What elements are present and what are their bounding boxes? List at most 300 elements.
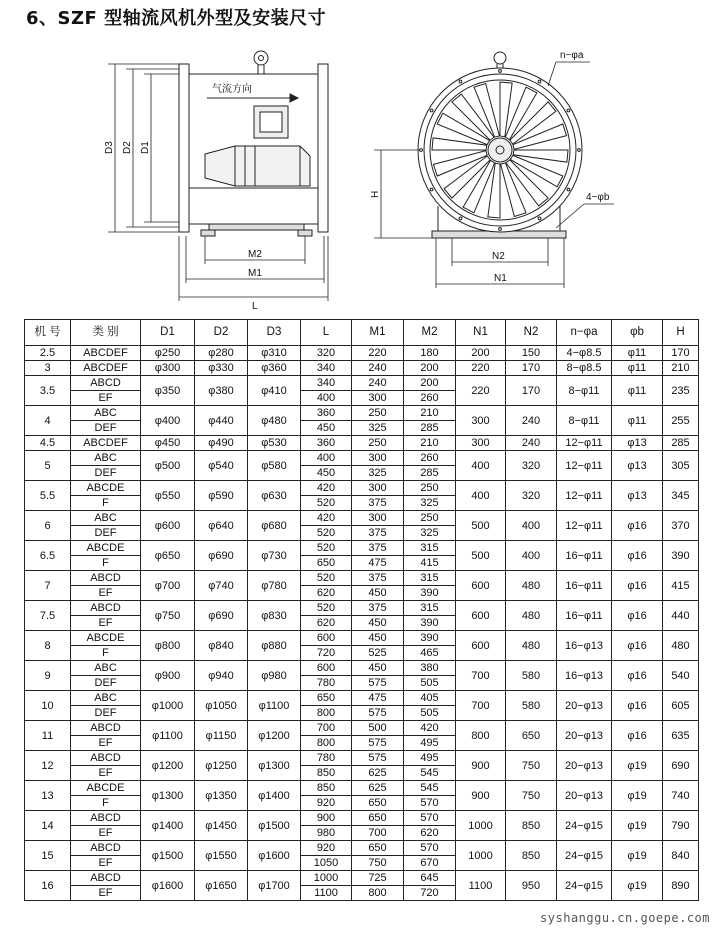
cell-m1: 325 <box>352 466 404 481</box>
column-header: M1 <box>352 320 404 346</box>
cell-d1: φ300 <box>141 361 195 376</box>
cell-phi-b: φ16 <box>612 691 663 721</box>
cell-m1: 300 <box>352 511 404 526</box>
cell-phi-b: φ16 <box>612 541 663 571</box>
cell-phi-b: φ11 <box>612 406 663 436</box>
h-label: H <box>370 190 381 198</box>
cell-m2: 420 <box>404 721 456 736</box>
cell-d3: φ1100 <box>248 691 301 721</box>
cell-category: EF <box>71 766 141 781</box>
cell-m1: 575 <box>352 736 404 751</box>
cell-n2: 580 <box>506 661 557 691</box>
cell-d2: φ690 <box>195 541 248 571</box>
cell-d2: φ380 <box>195 376 248 406</box>
cell-l: 720 <box>301 646 352 661</box>
table-row <box>25 511 699 526</box>
cell-m1: 700 <box>352 826 404 841</box>
cell-l: 650 <box>301 691 352 706</box>
cell-phi-b: φ13 <box>612 436 663 451</box>
cell-category: DEF <box>71 706 141 721</box>
four-phi-b-label: 4−φb <box>586 192 610 203</box>
cell-d1: φ1300 <box>141 781 195 811</box>
cell-n2: 750 <box>506 781 557 811</box>
cell-l: 800 <box>301 706 352 721</box>
cell-n2: 750 <box>506 751 557 781</box>
cell-m2: 315 <box>404 541 456 556</box>
cell-phi-b: φ19 <box>612 811 663 841</box>
table-row <box>25 361 699 376</box>
cell-n2: 850 <box>506 811 557 841</box>
cell-d3: φ980 <box>248 661 301 691</box>
cell-m2: 250 <box>404 481 456 496</box>
table-row <box>25 811 699 826</box>
cell-n-phi-a: 12−φ11 <box>557 481 612 511</box>
cell-category: ABC <box>71 451 141 466</box>
cell-h: 540 <box>663 661 699 691</box>
cell-n-phi-a: 20−φ13 <box>557 691 612 721</box>
cell-n-phi-a: 12−φ11 <box>557 451 612 481</box>
cell-d3: φ630 <box>248 481 301 511</box>
cell-phi-b: φ16 <box>612 511 663 541</box>
cell-l: 850 <box>301 781 352 796</box>
cell-n-phi-a: 12−φ11 <box>557 436 612 451</box>
cell-d2: φ840 <box>195 631 248 661</box>
cell-n1: 600 <box>456 631 506 661</box>
cell-n-phi-a: 12−φ11 <box>557 511 612 541</box>
cell-d3: φ360 <box>248 361 301 376</box>
cell-d3: φ730 <box>248 541 301 571</box>
cell-m2: 415 <box>404 556 456 571</box>
cell-h: 170 <box>663 346 699 361</box>
cell-no: 6 <box>25 511 71 541</box>
cell-l: 450 <box>301 466 352 481</box>
cell-d2: φ940 <box>195 661 248 691</box>
cell-d2: φ280 <box>195 346 248 361</box>
cell-d3: φ580 <box>248 451 301 481</box>
cell-m2: 570 <box>404 841 456 856</box>
cell-category: ABCD <box>71 751 141 766</box>
cell-category: ABC <box>71 661 141 676</box>
column-header: H <box>663 320 699 346</box>
cell-d2: φ1550 <box>195 841 248 871</box>
cell-m1: 325 <box>352 421 404 436</box>
cell-l: 920 <box>301 841 352 856</box>
cell-no: 5.5 <box>25 481 71 511</box>
cell-n-phi-a: 16−φ11 <box>557 571 612 601</box>
cell-n1: 600 <box>456 571 506 601</box>
cell-h: 255 <box>663 406 699 436</box>
cell-category: DEF <box>71 526 141 541</box>
cell-m2: 645 <box>404 871 456 886</box>
m2-label: M2 <box>248 249 262 260</box>
cell-n1: 300 <box>456 406 506 436</box>
cell-no: 15 <box>25 841 71 871</box>
cell-d2: φ330 <box>195 361 248 376</box>
cell-h: 285 <box>663 436 699 451</box>
m1-label: M1 <box>248 268 262 279</box>
cell-m2: 465 <box>404 646 456 661</box>
cell-l: 340 <box>301 376 352 391</box>
cell-n-phi-a: 8−φ11 <box>557 376 612 406</box>
column-header: D2 <box>195 320 248 346</box>
cell-m1: 375 <box>352 601 404 616</box>
cell-d3: φ1500 <box>248 811 301 841</box>
cell-n1: 600 <box>456 601 506 631</box>
table-body <box>25 346 699 901</box>
cell-d3: φ830 <box>248 601 301 631</box>
cell-no: 12 <box>25 751 71 781</box>
cell-h: 235 <box>663 376 699 406</box>
cell-m1: 220 <box>352 346 404 361</box>
cell-d2: φ740 <box>195 571 248 601</box>
cell-n1: 300 <box>456 436 506 451</box>
cell-no: 3.5 <box>25 376 71 406</box>
cell-d1: φ1100 <box>141 721 195 751</box>
cell-d2: φ590 <box>195 481 248 511</box>
column-header: N1 <box>456 320 506 346</box>
cell-m2: 505 <box>404 706 456 721</box>
cell-m2: 285 <box>404 466 456 481</box>
cell-n1: 400 <box>456 451 506 481</box>
cell-m1: 475 <box>352 691 404 706</box>
cell-category: ABCDE <box>71 781 141 796</box>
table-row <box>25 661 699 676</box>
cell-n1: 200 <box>456 346 506 361</box>
cell-n2: 320 <box>506 481 557 511</box>
cell-category: F <box>71 496 141 511</box>
cell-phi-b: φ16 <box>612 601 663 631</box>
cell-n2: 240 <box>506 436 557 451</box>
cell-d1: φ650 <box>141 541 195 571</box>
cell-d3: φ1600 <box>248 841 301 871</box>
cell-l: 520 <box>301 496 352 511</box>
cell-d1: φ1400 <box>141 811 195 841</box>
cell-m2: 315 <box>404 571 456 586</box>
cell-l: 600 <box>301 631 352 646</box>
cell-m1: 475 <box>352 556 404 571</box>
cell-category: ABCDEF <box>71 436 141 451</box>
cell-d1: φ750 <box>141 601 195 631</box>
cell-no: 5 <box>25 451 71 481</box>
d3-label: D3 <box>104 141 115 154</box>
cell-phi-b: φ16 <box>612 571 663 601</box>
table-row <box>25 481 699 496</box>
cell-category: ABCD <box>71 871 141 886</box>
cell-d2: φ690 <box>195 601 248 631</box>
cell-h: 210 <box>663 361 699 376</box>
cell-category: ABCD <box>71 841 141 856</box>
cell-n1: 1000 <box>456 811 506 841</box>
table-row <box>25 601 699 616</box>
cell-phi-b: φ16 <box>612 661 663 691</box>
cell-m1: 500 <box>352 721 404 736</box>
cell-l: 800 <box>301 736 352 751</box>
cell-d2: φ1150 <box>195 721 248 751</box>
cell-l: 700 <box>301 721 352 736</box>
cell-category: ABCDE <box>71 631 141 646</box>
cell-category: ABCDEF <box>71 346 141 361</box>
cell-n2: 170 <box>506 376 557 406</box>
cell-no: 7.5 <box>25 601 71 631</box>
cell-category: ABCDE <box>71 541 141 556</box>
cell-m2: 670 <box>404 856 456 871</box>
cell-d1: φ600 <box>141 511 195 541</box>
cell-m2: 180 <box>404 346 456 361</box>
cell-d2: φ540 <box>195 451 248 481</box>
cell-h: 605 <box>663 691 699 721</box>
cell-d1: φ1600 <box>141 871 195 901</box>
cell-d2: φ640 <box>195 511 248 541</box>
cell-category: ABCDE <box>71 481 141 496</box>
cell-no: 10 <box>25 691 71 721</box>
cell-n1: 900 <box>456 751 506 781</box>
cell-l: 340 <box>301 361 352 376</box>
cell-n-phi-a: 20−φ13 <box>557 781 612 811</box>
cell-d1: φ1200 <box>141 751 195 781</box>
cell-m2: 260 <box>404 451 456 466</box>
n1-label: N1 <box>494 273 507 284</box>
cell-h: 305 <box>663 451 699 481</box>
cell-l: 360 <box>301 436 352 451</box>
cell-n2: 400 <box>506 511 557 541</box>
cell-l: 420 <box>301 481 352 496</box>
cell-l: 620 <box>301 586 352 601</box>
cell-d1: φ1000 <box>141 691 195 721</box>
d1-label: D1 <box>140 141 151 154</box>
cell-no: 14 <box>25 811 71 841</box>
cell-phi-b: φ16 <box>612 721 663 751</box>
cell-m2: 200 <box>404 376 456 391</box>
cell-n-phi-a: 24−φ15 <box>557 841 612 871</box>
cell-n-phi-a: 8−φ11 <box>557 406 612 436</box>
cell-m2: 545 <box>404 766 456 781</box>
cell-d1: φ350 <box>141 376 195 406</box>
cell-d2: φ1250 <box>195 751 248 781</box>
cell-phi-b: φ19 <box>612 871 663 901</box>
cell-d1: φ250 <box>141 346 195 361</box>
table-row <box>25 631 699 646</box>
cell-category: ABCD <box>71 601 141 616</box>
cell-n1: 220 <box>456 361 506 376</box>
cell-d1: φ800 <box>141 631 195 661</box>
cell-m2: 325 <box>404 496 456 511</box>
cell-no: 16 <box>25 871 71 901</box>
cell-d2: φ490 <box>195 436 248 451</box>
cell-category: ABC <box>71 406 141 421</box>
cell-category: ABC <box>71 691 141 706</box>
cell-n-phi-a: 24−φ15 <box>557 871 612 901</box>
cell-category: EF <box>71 391 141 406</box>
cell-phi-b: φ19 <box>612 781 663 811</box>
cell-m1: 625 <box>352 781 404 796</box>
cell-m1: 300 <box>352 481 404 496</box>
cell-h: 790 <box>663 811 699 841</box>
cell-no: 8 <box>25 631 71 661</box>
cell-n2: 170 <box>506 361 557 376</box>
cell-n-phi-a: 16−φ11 <box>557 541 612 571</box>
cell-m1: 575 <box>352 706 404 721</box>
cell-l: 900 <box>301 811 352 826</box>
cell-n-phi-a: 8−φ8.5 <box>557 361 612 376</box>
cell-n-phi-a: 20−φ13 <box>557 751 612 781</box>
column-header: 机 号 <box>25 320 71 346</box>
cell-m2: 260 <box>404 391 456 406</box>
cell-d1: φ1500 <box>141 841 195 871</box>
cell-d3: φ880 <box>248 631 301 661</box>
cell-l: 450 <box>301 421 352 436</box>
cell-n2: 850 <box>506 841 557 871</box>
cell-phi-b: φ11 <box>612 346 663 361</box>
column-header: L <box>301 320 352 346</box>
cell-m2: 380 <box>404 661 456 676</box>
cell-category: EF <box>71 886 141 901</box>
cell-category: F <box>71 646 141 661</box>
cell-n-phi-a: 20−φ13 <box>557 721 612 751</box>
cell-category: F <box>71 556 141 571</box>
cell-no: 9 <box>25 661 71 691</box>
cell-m2: 620 <box>404 826 456 841</box>
cell-l: 1050 <box>301 856 352 871</box>
cell-l: 400 <box>301 391 352 406</box>
cell-category: DEF <box>71 676 141 691</box>
cell-d2: φ440 <box>195 406 248 436</box>
cell-d3: φ1700 <box>248 871 301 901</box>
cell-m2: 250 <box>404 511 456 526</box>
cell-d1: φ900 <box>141 661 195 691</box>
cell-no: 4.5 <box>25 436 71 451</box>
table-row <box>25 346 699 361</box>
cell-d3: φ1200 <box>248 721 301 751</box>
cell-m2: 390 <box>404 616 456 631</box>
watermark: syshanggu.cn.goepe.com <box>540 911 710 925</box>
cell-l: 320 <box>301 346 352 361</box>
cell-n2: 580 <box>506 691 557 721</box>
l-label: L <box>252 301 258 312</box>
cell-m1: 240 <box>352 361 404 376</box>
cell-no: 6.5 <box>25 541 71 571</box>
cell-m1: 375 <box>352 571 404 586</box>
cell-phi-b: φ13 <box>612 481 663 511</box>
cell-m2: 390 <box>404 631 456 646</box>
cell-category: ABCD <box>71 571 141 586</box>
cell-m1: 450 <box>352 586 404 601</box>
cell-phi-b: φ19 <box>612 841 663 871</box>
cell-m1: 375 <box>352 496 404 511</box>
cell-d2: φ1350 <box>195 781 248 811</box>
cell-n1: 1100 <box>456 871 506 901</box>
cell-d1: φ400 <box>141 406 195 436</box>
cell-m1: 650 <box>352 796 404 811</box>
cell-no: 4 <box>25 406 71 436</box>
cell-n2: 480 <box>506 631 557 661</box>
cell-m1: 750 <box>352 856 404 871</box>
cell-d1: φ550 <box>141 481 195 511</box>
cell-m1: 575 <box>352 676 404 691</box>
cell-l: 1100 <box>301 886 352 901</box>
cell-m2: 200 <box>404 361 456 376</box>
cell-d1: φ700 <box>141 571 195 601</box>
cell-n2: 480 <box>506 601 557 631</box>
cell-no: 11 <box>25 721 71 751</box>
table-header-row <box>25 320 699 346</box>
cell-no: 2.5 <box>25 346 71 361</box>
cell-m1: 300 <box>352 451 404 466</box>
table-row <box>25 691 699 706</box>
cell-category: EF <box>71 826 141 841</box>
cell-l: 360 <box>301 406 352 421</box>
cell-m1: 250 <box>352 406 404 421</box>
cell-d3: φ780 <box>248 571 301 601</box>
cell-m2: 210 <box>404 436 456 451</box>
cell-m2: 405 <box>404 691 456 706</box>
cell-phi-b: φ11 <box>612 361 663 376</box>
cell-m1: 375 <box>352 526 404 541</box>
cell-n1: 700 <box>456 691 506 721</box>
n-phi-a-label: n−φa <box>560 50 584 61</box>
cell-d1: φ450 <box>141 436 195 451</box>
cell-l: 600 <box>301 661 352 676</box>
cell-h: 415 <box>663 571 699 601</box>
d2-label: D2 <box>122 141 133 154</box>
table-row <box>25 571 699 586</box>
cell-category: EF <box>71 736 141 751</box>
n2-label: N2 <box>492 251 505 262</box>
cell-n-phi-a: 16−φ13 <box>557 661 612 691</box>
cell-n-phi-a: 16−φ11 <box>557 601 612 631</box>
cell-d2: φ1450 <box>195 811 248 841</box>
table-row <box>25 751 699 766</box>
column-header: 类 别 <box>71 320 141 346</box>
cell-n-phi-a: 24−φ15 <box>557 811 612 841</box>
cell-m2: 315 <box>404 601 456 616</box>
cell-l: 920 <box>301 796 352 811</box>
column-header: D3 <box>248 320 301 346</box>
cell-m2: 495 <box>404 751 456 766</box>
cell-n1: 500 <box>456 511 506 541</box>
cell-d3: φ310 <box>248 346 301 361</box>
cell-category: EF <box>71 856 141 871</box>
cell-category: F <box>71 796 141 811</box>
table-row <box>25 871 699 886</box>
cell-n2: 650 <box>506 721 557 751</box>
cell-m2: 570 <box>404 811 456 826</box>
cell-h: 690 <box>663 751 699 781</box>
cell-d2: φ1050 <box>195 691 248 721</box>
cell-phi-b: φ13 <box>612 451 663 481</box>
cell-category: ABCD <box>71 721 141 736</box>
cell-n1: 220 <box>456 376 506 406</box>
cell-m2: 570 <box>404 796 456 811</box>
cell-m1: 525 <box>352 646 404 661</box>
cell-m1: 800 <box>352 886 404 901</box>
cell-d3: φ680 <box>248 511 301 541</box>
cell-h: 480 <box>663 631 699 661</box>
cell-phi-b: φ16 <box>612 631 663 661</box>
cell-phi-b: φ11 <box>612 376 663 406</box>
cell-m1: 450 <box>352 631 404 646</box>
column-header: φb <box>612 320 663 346</box>
cell-m1: 300 <box>352 391 404 406</box>
cell-n1: 1000 <box>456 841 506 871</box>
cell-d3: φ410 <box>248 376 301 406</box>
cell-m2: 390 <box>404 586 456 601</box>
table-row <box>25 406 699 421</box>
cell-h: 635 <box>663 721 699 751</box>
cell-category: ABCDEF <box>71 361 141 376</box>
cell-phi-b: φ19 <box>612 751 663 781</box>
table-row <box>25 451 699 466</box>
cell-d2: φ1650 <box>195 871 248 901</box>
